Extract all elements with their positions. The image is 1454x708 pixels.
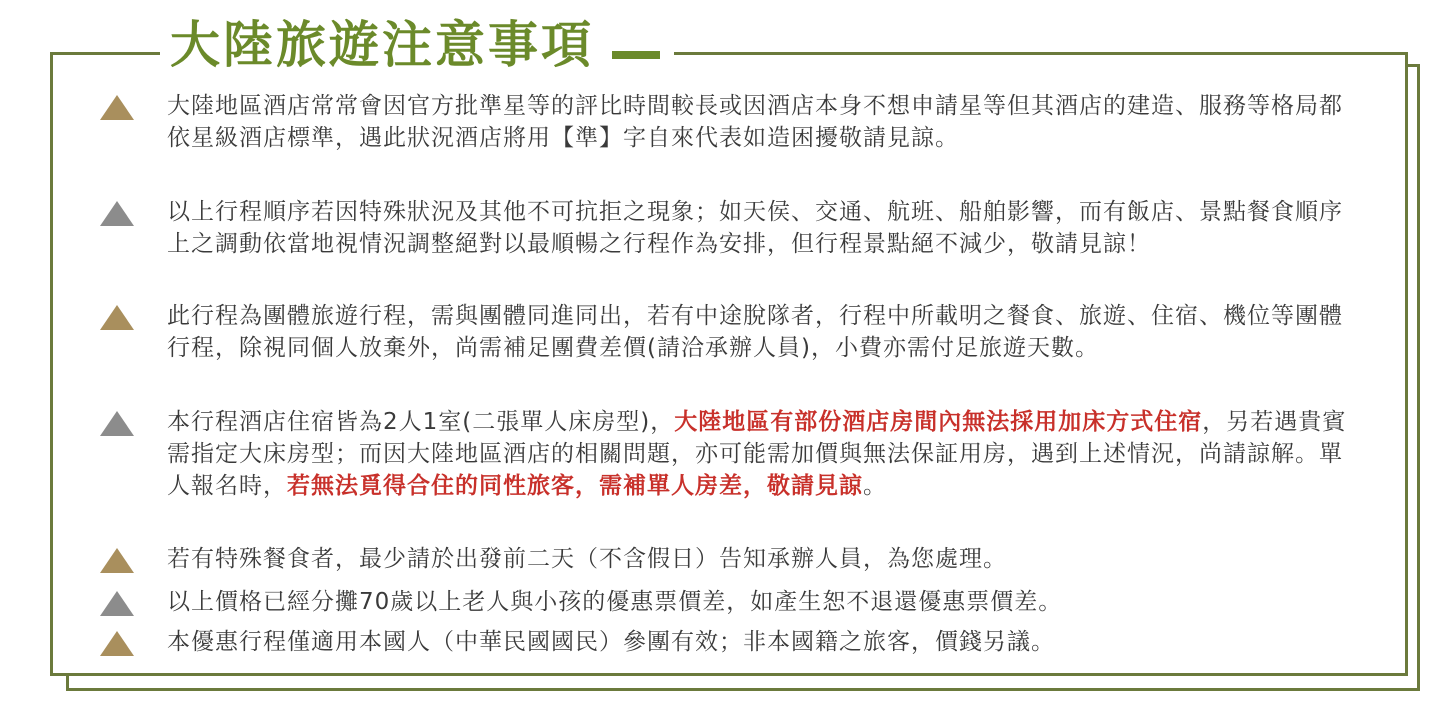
notice-item-2: [100, 196, 1350, 260]
triangle-gold-icon: [100, 305, 134, 330]
notice-text-1: 大陸地區酒店常常會因官方批準星等的評比時間較長或因酒店本身不想申請星等但其酒店的建造、服務等格局都依星級酒店標準，遇此狀況酒店將用【準】字自來代表如造困擾敬請見諒。: [167, 93, 1343, 151]
page-title: 大陸旅遊注意事項: [170, 16, 594, 74]
triangle-gold-icon: [100, 631, 134, 656]
notice-text-4-highlight-1: 大陸地區有部份酒店房間內無法採用加床方式住宿: [674, 409, 1203, 435]
notice-text-7: 本優惠行程僅適用本國人（中華民國國民）參團有效；非本國籍之旅客，價錢另議。: [167, 629, 1055, 655]
triangle-gold-icon: [100, 548, 134, 573]
notice-text-4-part1: 本行程酒店住宿皆為2人1室(二張單人床房型)，: [167, 409, 675, 435]
title-block: [160, 10, 674, 80]
notice-text-4-part5: 。: [863, 473, 887, 499]
notice-text-4: [167, 406, 1347, 502]
notice-item-7: [100, 626, 1350, 658]
triangle-gray-icon: [100, 201, 134, 226]
notice-item-1: [100, 90, 1350, 154]
triangle-gray-icon: [100, 411, 134, 436]
notice-item-3: [100, 300, 1350, 364]
notice-text-4-highlight-2: 若無法覓得合住的同性旅客，需補單人房差，敬請見諒: [287, 473, 863, 499]
notice-item-5: [100, 543, 1350, 575]
title-dash-decoration: [612, 51, 660, 59]
triangle-gray-icon: [100, 591, 134, 616]
notice-text-5: 若有特殊餐食者，最少請於出發前二天（不含假日）告知承辦人員，為您處理。: [167, 546, 1007, 572]
triangle-gold-icon: [100, 95, 134, 120]
notice-text-4-part3: ，另若遇貴賓需指定大床房型；而因大陸地區酒店的相關問題，亦可能需加價與無法保証用房，遇到上述情況，尚請諒解。單人報名時，: [167, 409, 1347, 499]
notice-text-6: 以上價格已經分攤70歲以上老人與小孩的優惠票價差，如產生恕不退還優惠票價差。: [167, 589, 1063, 615]
notice-text-2: 以上行程順序若因特殊狀況及其他不可抗拒之現象；如天侯、交通、航班、船舶影響，而有飯店、景點餐食順序上之調動依當地視情況調整絕對以最順暢之行程作為安排，但行程景點絕不減少，敬請見諒！: [167, 199, 1343, 257]
notice-item-6: [100, 586, 1350, 618]
notice-item-4: [100, 406, 1350, 502]
notice-text-3: 此行程為團體旅遊行程，需與團體同進同出，若有中途脫隊者，行程中所載明之餐食、旅遊、住宿、機位等團體行程，除視同個人放棄外，尚需補足團費差價(請洽承辦人員)，小費亦需付足旅遊天數。: [167, 303, 1343, 361]
